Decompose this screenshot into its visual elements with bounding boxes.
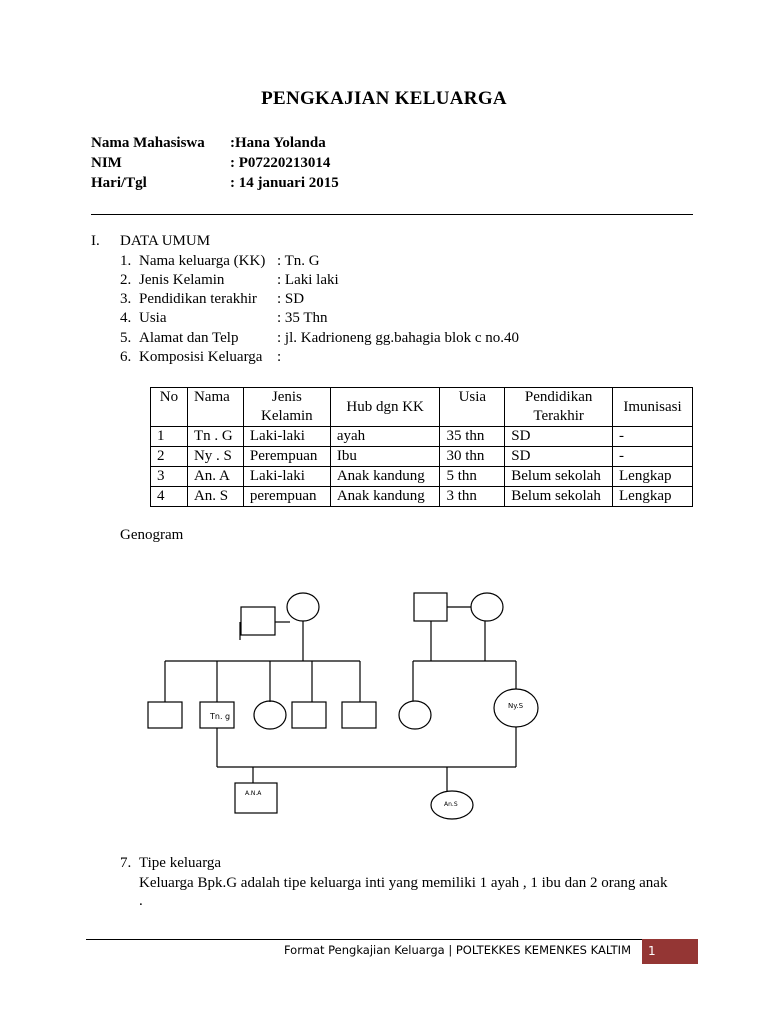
footer-text: Format Pengkajian Keluarga | POLTEKKES KEMENKES KALTIM	[283, 943, 631, 957]
cell-no: 1	[151, 427, 188, 447]
cell-jenis-kelamin: perempuan	[243, 487, 330, 507]
cell-imunisasi: Lengkap	[613, 487, 693, 507]
tipe-text-end: .	[139, 893, 143, 909]
header-imunisasi: Imunisasi	[613, 388, 693, 427]
item-label-1: Nama keluarga (KK)	[139, 253, 266, 269]
item-value-5: : jl. Kadrioneng gg.bahagia blok c no.40	[277, 330, 520, 346]
header-no: No	[151, 388, 188, 427]
sibling-male-square	[148, 702, 182, 728]
tipe-num: 7.	[120, 855, 132, 871]
cell-jenis-kelamin: Laki-laki	[243, 467, 330, 487]
footer-divider	[86, 939, 642, 940]
ny-s-label: Ny.S	[508, 702, 524, 710]
cell-pendidikan: Belum sekolah	[505, 467, 613, 487]
grandfather-paternal-square	[241, 607, 275, 635]
grandmother-paternal-circle	[287, 593, 319, 621]
cell-pendidikan: Belum sekolah	[505, 487, 613, 507]
genogram-title: Genogram	[120, 527, 184, 543]
an-a-square	[235, 783, 277, 813]
cell-usia: 30 thn	[440, 447, 505, 467]
cell-nama: An. S	[187, 487, 243, 507]
header-pendidikan-text: Pendidikan Terakhir	[524, 389, 593, 424]
item-label-5: Alamat dan Telp	[139, 330, 239, 346]
header-usia: Usia	[440, 388, 505, 427]
cell-imunisasi: Lengkap	[613, 467, 693, 487]
item-label-4: Usia	[139, 310, 167, 326]
cell-nama: Ny . S	[187, 447, 243, 467]
cell-usia: 3 thn	[440, 487, 505, 507]
item-num-4: 4.	[120, 310, 132, 326]
an-s-label: An.S	[444, 801, 458, 808]
item-num-3: 3.	[120, 291, 132, 307]
item-num-1: 1.	[120, 253, 132, 269]
item-label-6: Komposisi Keluarga	[139, 349, 263, 365]
tipe-text: Keluarga Bpk.G adalah tipe keluarga inti yang memiliki 1 ayah , 1 ibu dan 2 orang anak	[139, 875, 668, 891]
page-number: 1	[642, 939, 698, 964]
cell-imunisasi: -	[613, 427, 693, 447]
item-value-3: : SD	[277, 291, 305, 307]
cell-no: 4	[151, 487, 188, 507]
cell-pendidikan: SD	[505, 447, 613, 467]
date-label: Hari/Tgl	[91, 175, 147, 191]
cell-no: 2	[151, 447, 188, 467]
cell-nama: An. A	[187, 467, 243, 487]
cell-hub: Anak kandung	[330, 487, 440, 507]
header-jenis-kelamin-text: Jenis Kelamin	[261, 389, 313, 424]
cell-hub: Ibu	[330, 447, 440, 467]
cell-jenis-kelamin: Perempuan	[243, 447, 330, 467]
an-a-label: A.N.A	[245, 790, 262, 797]
item-num-2: 2.	[120, 272, 132, 288]
cell-pendidikan: SD	[505, 427, 613, 447]
cell-imunisasi: -	[613, 447, 693, 467]
header-nama: Nama	[187, 388, 243, 427]
header-hub: Hub dgn KK	[330, 388, 440, 427]
item-value-6: :	[277, 349, 282, 365]
cell-no: 3	[151, 467, 188, 487]
sibling-female-circle	[399, 701, 431, 729]
nim-value: : P07220213014	[230, 155, 331, 171]
item-label-3: Pendidikan terakhir	[139, 291, 257, 307]
student-name-label: Nama Mahasiswa	[91, 135, 205, 151]
section-title: DATA UMUM	[120, 233, 211, 249]
tipe-title: Tipe keluarga	[139, 855, 222, 871]
item-num-6: 6.	[120, 349, 132, 365]
cell-usia: 5 thn	[440, 467, 505, 487]
section-number: I.	[91, 233, 100, 249]
item-value-2: : Laki laki	[277, 272, 339, 288]
grandfather-maternal-square	[414, 593, 447, 621]
item-label-2: Jenis Kelamin	[139, 272, 225, 288]
sibling-male-square	[292, 702, 326, 728]
cell-hub: ayah	[330, 427, 440, 447]
page-title: PENGKAJIAN KELUARGA	[261, 88, 507, 109]
student-name-value: :Hana Yolanda	[230, 135, 326, 151]
date-value: : 14 januari 2015	[230, 175, 339, 191]
item-num-5: 5.	[120, 330, 132, 346]
sibling-male-square	[342, 702, 376, 728]
cell-hub: Anak kandung	[330, 467, 440, 487]
tn-g-label: Tn. g	[210, 712, 231, 721]
grandmother-maternal-circle	[471, 593, 503, 621]
item-value-4: : 35 Thn	[277, 310, 328, 326]
cell-nama: Tn . G	[187, 427, 243, 447]
cell-usia: 35 thn	[440, 427, 505, 447]
nim-label: NIM	[91, 155, 122, 171]
cell-jenis-kelamin: Laki-laki	[243, 427, 330, 447]
sibling-female-circle	[254, 701, 286, 729]
item-value-1: : Tn. G	[277, 253, 320, 269]
